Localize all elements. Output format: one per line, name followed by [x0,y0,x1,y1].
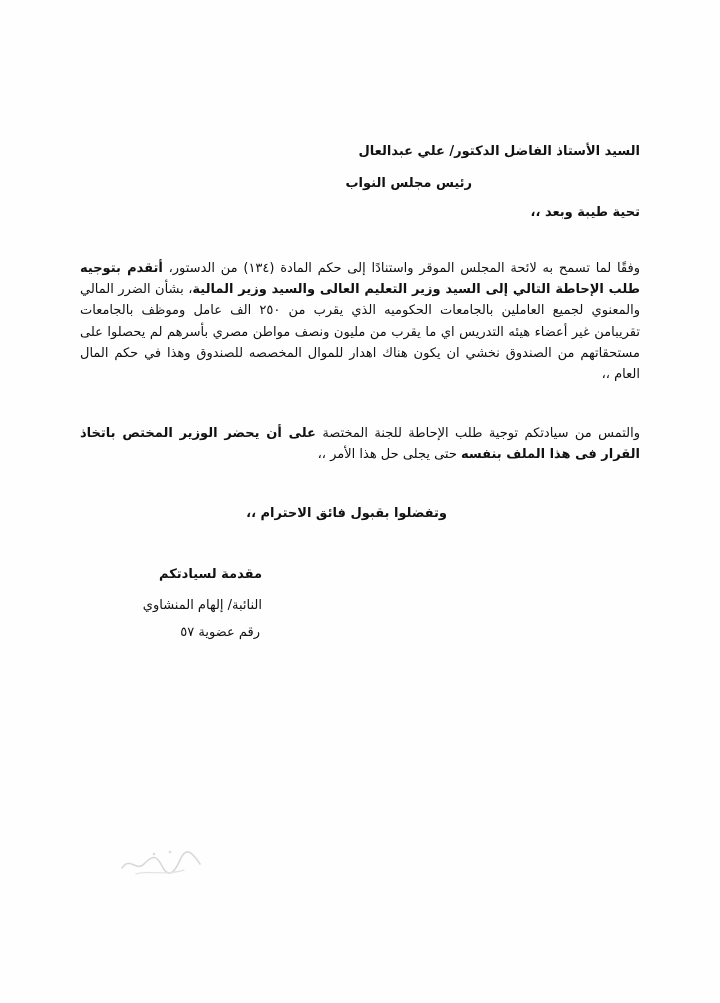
handwritten-signature [118,846,204,880]
addressee-title: رئيس مجلس النواب [345,176,472,191]
paragraph-emphasis: أتقدم بتوجيه طلب الإحاطة التالي إلى السيد وزير التعليم العالى والسيد وزير المالية [80,261,640,298]
closing-line: وتفضلوا بقبول فائق الاحترام ،، [246,506,447,521]
body-paragraph-petition [80,423,640,465]
paragraph-text: ، بشأن الضرر المالي والمعنوي لجميع العاملين بالجامعات الحكوميه الذي يقرب من ٢٥٠ الف عامل وموظف بالجامعات تقريبامن غير أعضاء هيئه التدريس اي ما يقرب من مليون ونصف مواطن مصري بأسرهم لم يحصلوا على مستحقاتهم من الصندوق نخشي ان يكون هناك اهدار للموال المخصصه للصندوق وهذا في حكم المال العام ،، [80,282,640,383]
signature-presented-by: مقدمة لسيادتكم [159,567,262,582]
addressee-line: السيد الأستاذ الفاضل الدكتور/ علي عبدالعال [358,144,640,159]
paragraph-text: وفقًا لما تسمح به لائحة المجلس الموقر واستنادًا إلى حكم المادة (١٣٤) من الدستور، [162,261,641,276]
signature-name: النائبة/ إلهام المنشاوي [142,598,262,613]
paragraph-emphasis: على أن يحضر الوزير المختص باتخاذ القرار فى هذا الملف بنفسه [80,426,640,463]
signature-membership: رقم عضوية ٥٧ [180,625,260,640]
paragraph-text: والتمس من سيادتكم توجية طلب الإحاطة للجنة المختصة [315,426,641,441]
greeting-line: تحية طيبة وبعد ،، [530,205,640,220]
paragraph-text: حتى يجلى حل هذا الأمر ،، [317,447,462,463]
body-paragraph-request [80,258,640,385]
